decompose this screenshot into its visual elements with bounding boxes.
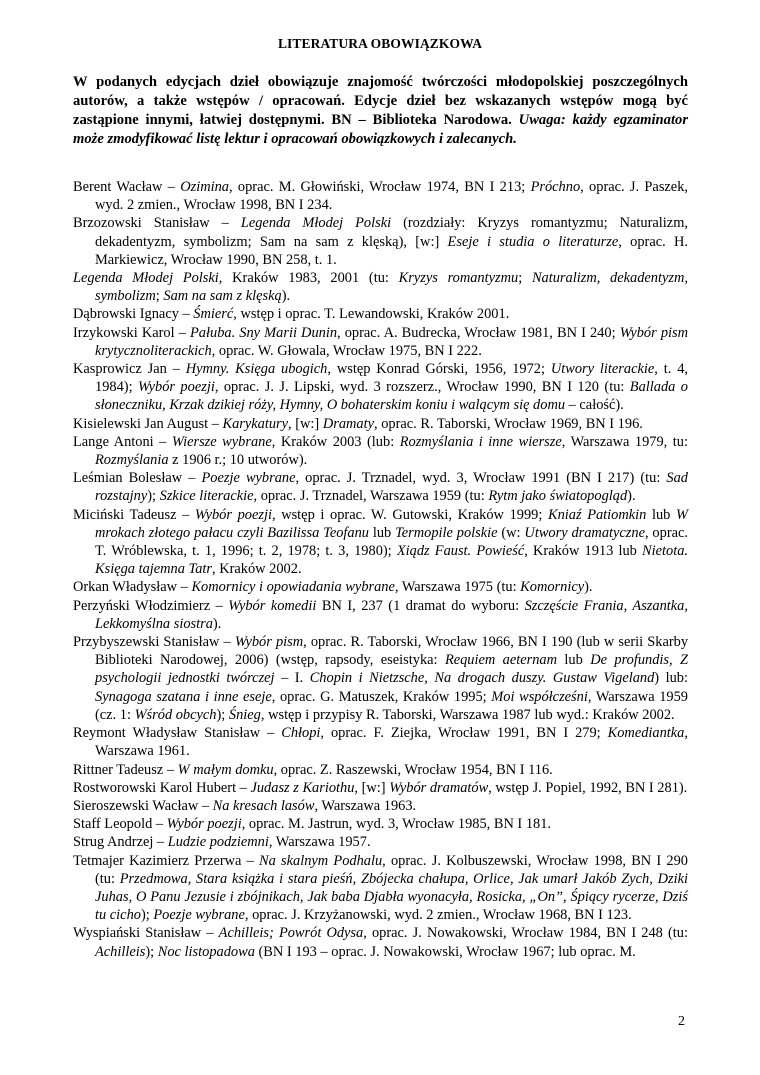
text-run: Perzyński Włodzimierz – <box>73 597 229 614</box>
italic-text-run: Poezje wybrane <box>201 470 296 487</box>
italic-text-run: Ludzie podziemni <box>167 834 269 851</box>
italic-text-run: Wybór pism krytycznoliterackich <box>95 324 689 359</box>
italic-text-run: Legenda Młodej Polski <box>240 215 392 232</box>
italic-text-run: Chłopi <box>281 725 321 742</box>
text-run: (BN I 193 – oprac. J. Nowakowski, Wrocław 1967; lub oprac. M. <box>254 943 636 960</box>
italic-text-run: Utwory literackie <box>550 361 655 378</box>
text-run: ); <box>140 907 154 924</box>
text-run: W podanych edycjach dzieł obowiązuje znajomość twórczości młodopolskiej poszczególnych autorów, a także wstępów / opracowań. Edycje dzieł bez wskazanych wstępów mogą być zastąpione innymi, łatwiej dostępnymi. BN – Biblioteka Narodowa. <box>73 74 688 128</box>
italic-text-run: Eseje i studia o literaturze <box>447 233 619 250</box>
italic-text-run: Judasz z Kariothu <box>250 779 355 796</box>
text-run: , Warszawa 1957. <box>268 834 371 851</box>
italic-text-run: Nietota. Księga tajemna Tatr <box>95 543 689 578</box>
italic-text-run: Wybór poezji <box>137 379 215 396</box>
text-run: , Kraków 2002. <box>212 561 302 578</box>
bibliography-entry <box>73 506 688 579</box>
text-run: , oprac. J. Nowakowski, Wrocław 1984, BN I 248 (tu: <box>363 925 688 942</box>
text-run: , wstęp Konrad Górski, 1956, 1972; <box>327 361 551 378</box>
text-run: , oprac. Z. Raszewski, Wrocław 1954, BN I 116. <box>273 761 553 778</box>
italic-text-run: Próchno <box>530 179 581 195</box>
text-run: Irzykowski Karol – <box>73 324 191 341</box>
italic-text-run: Utwory dramatyczne <box>524 524 645 541</box>
text-run: , oprac. J. Trznadel, Warszawa 1959 (tu: <box>253 488 489 505</box>
text-run: , wstęp i oprac. T. Lewandowski, Kraków 2001. <box>233 306 510 323</box>
italic-text-run: Rozmyślania i inne wiersze <box>399 433 562 450</box>
text-run: Strug Andrzej – <box>73 834 168 851</box>
italic-text-run: Achilleis; Powrót Odysa <box>218 925 364 942</box>
italic-text-run: Śmierć <box>193 306 234 323</box>
bibliography-entry <box>73 815 688 833</box>
italic-text-run: Moi współcześni <box>491 688 588 705</box>
italic-text-run: Legenda Młodej Polski <box>73 270 219 287</box>
page-number: 2 <box>678 1014 685 1029</box>
text-run: Kasprowicz Jan – <box>73 361 186 378</box>
italic-text-run: Wybór dramatów <box>389 779 489 796</box>
bibliography-entry <box>73 797 688 815</box>
italic-text-run: Requiem aeternam <box>444 652 558 669</box>
text-run: Rittner Tadeusz – <box>73 761 178 778</box>
italic-text-run: Rozmyślania <box>95 452 169 469</box>
bibliography-entry <box>73 324 688 360</box>
text-run: Lange Antoni – <box>73 433 172 450</box>
italic-text-run: Wybór poezji <box>194 506 272 523</box>
text-run: Leśmian Bolesław – <box>73 470 202 487</box>
text-run: – całość). <box>565 397 624 414</box>
text-run: , oprac. J. Paszek, wyd. 2 zmien., Wrocław 1998, BN I 234. <box>95 179 688 214</box>
italic-text-run: Dramaty <box>322 415 374 432</box>
text-run: Staff Leopold – <box>73 816 167 833</box>
italic-text-run: Przedmowa, Stara książka i stara pieśń, Zbójecka chałupa, Orlice, Jak umarł Jakób Zych, Dziki Juhas, O Panu Jezusie i zbójnikach, Jak baba Djabła wyonacyła, Rosicka, „On”, Śpiący rycerze, Dziś tu cicho <box>95 870 688 924</box>
text-run: Orkan Władysław – <box>73 579 192 596</box>
italic-text-run: Achilleis <box>95 943 146 960</box>
intro-paragraph <box>73 73 688 149</box>
italic-text-run: W małym domku <box>177 761 274 778</box>
italic-text-run: Wiersze wybrane <box>171 433 272 450</box>
text-run: , Kraków 2003 (lub: <box>271 433 400 450</box>
italic-text-run: De profundis, Z psychologii jednostki twórczej <box>95 652 688 687</box>
italic-text-run: Wybór pism <box>234 634 304 651</box>
italic-text-run: Naturalizm, dekadentyzm, symbolizm <box>95 270 688 305</box>
italic-text-run: Hymny. Księga ubogich <box>185 361 328 378</box>
bibliography-entry <box>73 214 688 269</box>
italic-text-run: Chopin i Nietzsche, Na drogach duszy. Gustaw Vigeland <box>309 670 655 687</box>
text-run: , oprac. M. Jastrun, wyd. 3, Wrocław 1985, BN I 181. <box>241 816 552 833</box>
italic-text-run: Wybór komedii <box>228 597 317 614</box>
bibliography-entry <box>73 597 688 633</box>
bibliography-list <box>73 178 688 961</box>
text-run: (w: <box>497 524 525 541</box>
italic-text-run: Szkice literackie <box>159 488 254 505</box>
text-run: Tetmajer Kazimierz Przerwa – <box>73 852 260 869</box>
bibliography-entry <box>73 779 688 797</box>
italic-text-run: Sam na sam z klęską <box>163 288 282 305</box>
text-run: Brzozowski Stanisław – <box>73 215 241 232</box>
bibliography-entry <box>73 633 688 724</box>
text-run: , Warszawa 1975 (tu: <box>394 579 521 596</box>
text-run: Kisielewski Jan August – <box>73 415 223 432</box>
text-run: z 1906 r.; 10 utworów). <box>168 452 308 469</box>
text-run: ). <box>627 488 636 505</box>
text-run: , oprac. J. Kolbuszewski, Wrocław 1998, BN I 290 (tu: <box>95 852 688 887</box>
bibliography-entry <box>73 360 688 415</box>
italic-text-run: Xiądz Faust. Powieść <box>396 543 525 560</box>
bibliography-entry <box>73 415 688 433</box>
italic-text-run: Kniaź Patiomkin <box>547 506 647 523</box>
text-run: , t. 4, 1984); <box>95 361 688 396</box>
text-run: , oprac. J. J. Lipski, wyd. 3 rozszerz., Wrocław 1990, BN I 120 (tu: <box>214 379 630 396</box>
italic-text-run: Komediantka <box>607 725 685 742</box>
text-run: – I. <box>274 670 310 687</box>
italic-text-run: Na skalnym Podhalu <box>259 852 383 869</box>
text-run: Dąbrowski Ignacy – <box>73 306 194 323</box>
text-run: , oprac. J. Trznadel, wyd. 3, Wrocław 1991 (BN I 217) (tu: <box>295 470 667 487</box>
italic-text-run: Komornicy i opowiadania wybrane <box>191 579 395 596</box>
text-run: lub <box>646 506 676 523</box>
italic-text-run: Kryzys romantyzmu <box>398 270 519 287</box>
text-run: , oprac. M. Głowiński, Wrocław 1974, BN I 213; <box>229 179 531 195</box>
text-run: Wyspiański Stanisław – <box>73 925 219 942</box>
bibliography-entry <box>73 305 688 323</box>
text-run: Sieroszewski Wacław – <box>73 797 213 814</box>
text-run: , [w:] <box>288 415 323 432</box>
italic-text-run: Uwaga: każdy egzaminator może zmodyfikować listę lektur i opracowań obowiązkowych i zalecanych. <box>73 112 689 147</box>
text-run: , [w:] <box>354 779 390 796</box>
italic-text-run: Rytm jako światopogląd <box>488 488 628 505</box>
italic-text-run: Szczęście Frania, Aszantka, Lekkomyślna siostra <box>95 597 688 632</box>
bibliography-entry <box>73 578 688 596</box>
text-run: , wstęp i oprac. W. Gutowski, Kraków 1999; <box>271 506 548 523</box>
text-run: , Warszawa 1961. <box>95 725 688 760</box>
bibliography-entry <box>73 833 688 851</box>
text-run: ); <box>145 943 158 960</box>
bibliography-entry <box>73 761 688 779</box>
text-run: lub <box>557 652 591 669</box>
text-run: Berent Wacław – <box>73 179 181 195</box>
bibliography-entry <box>73 724 688 760</box>
text-run: ); <box>216 706 229 723</box>
text-run: , Kraków 1983, 2001 (tu: <box>218 270 399 287</box>
text-run: Rostworowski Karol Hubert – <box>73 779 251 796</box>
text-run: , oprac. F. Ziejka, Wrocław 1991, BN I 279; <box>320 725 608 742</box>
text-run: (rozdziały: Kryzys romantyzmu; Naturalizm, dekadentyzm, symbolizm; Sam na sam z klęską), [w:] <box>95 215 688 250</box>
text-run: , oprac. A. Budrecka, Wrocław 1981, BN I 240; <box>337 324 620 341</box>
text-run: ). <box>584 579 593 596</box>
text-run: , oprac. J. Krzyżanowski, wyd. 2 zmien., Wrocław 1968, BN I 123. <box>244 907 632 924</box>
text-run: , oprac. H. Markiewicz, Wrocław 1990, BN 258, t. 1. <box>95 233 688 268</box>
bibliography-entry <box>73 852 688 925</box>
italic-text-run: Komornicy <box>520 579 585 596</box>
text-run: , Warszawa 1959 (cz. 1: <box>95 688 688 723</box>
text-run: , oprac. R. Taborski, Wrocław 1966, BN I 190 (lub w serii Skarby Biblioteki Narodowej, 2006) (wstęp, rapsody, eseistyka: <box>95 634 689 669</box>
text-run: ; <box>155 288 164 305</box>
text-run: , Warszawa 1963. <box>314 797 417 814</box>
italic-text-run: Noc listopadowa <box>157 943 255 960</box>
italic-text-run: Pałuba. Sny Marii Dunin <box>190 324 338 341</box>
text-run: , oprac. W. Głowala, Wrocław 1975, BN I 222. <box>211 342 482 359</box>
text-run: , Warszawa 1979, tu: <box>561 433 688 450</box>
text-run: ) lub: <box>654 670 688 687</box>
italic-text-run: W mrokach złotego pałacu czyli Bazilissa Teofanu <box>95 506 688 541</box>
italic-text-run: Synagoga szatana i inne eseje <box>95 688 272 705</box>
text-run: ); <box>147 488 160 505</box>
text-run: , wstęp i przypisy R. Taborski, Warszawa 1987 lub wyd.: Kraków 2002. <box>260 706 675 723</box>
text-run: ). <box>281 288 291 305</box>
italic-text-run: Poezje wybrane <box>153 907 245 924</box>
italic-text-run: Na kresach lasów <box>212 797 315 814</box>
italic-text-run: Sad rozstajny <box>95 470 688 505</box>
text-run: , oprac. R. Taborski, Wrocław 1969, BN I 196. <box>374 415 643 432</box>
text-run: , oprac. G. Matuszek, Kraków 1995; <box>271 688 492 705</box>
text-run: , wstęp J. Popiel, 1992, BN I 281). <box>488 779 688 796</box>
bibliography-entry <box>73 178 688 214</box>
bibliography-entry <box>73 924 688 960</box>
italic-text-run: Karykatury <box>222 415 289 432</box>
text-run: Reymont Władysław Stanisław – <box>73 725 282 742</box>
page-title: LITERATURA OBOWIĄZKOWA <box>277 36 483 51</box>
italic-text-run: Ozimina <box>180 179 229 195</box>
bibliography-entry <box>73 269 688 305</box>
italic-text-run: Termopile polskie <box>395 524 498 541</box>
italic-text-run: Ballada o słoneczniku, Krzak dzikiej róży, Hymny, O bohaterskim koniu i walącym się domu <box>95 379 688 414</box>
text-run: ; <box>518 270 532 287</box>
bibliography-entry <box>73 469 688 505</box>
italic-text-run: Śnieg <box>228 706 261 723</box>
bibliography-entry <box>73 433 688 469</box>
italic-text-run: Wybór poezji <box>166 816 242 833</box>
text-run: lub <box>368 524 396 541</box>
text-run: , oprac. T. Wróblewska, t. 1, 1996; t. 2, 1978; t. 3, 1980); <box>95 524 688 560</box>
text-run: BN I, 237 (1 dramat do wyboru: <box>316 597 525 614</box>
text-run: , Kraków 1913 lub <box>524 543 643 560</box>
italic-text-run: Wśród obcych <box>134 706 217 723</box>
text-run: Miciński Tadeusz – <box>73 506 195 523</box>
text-run: Przybyszewski Stanisław – <box>73 634 235 651</box>
text-run: ). <box>212 615 222 632</box>
